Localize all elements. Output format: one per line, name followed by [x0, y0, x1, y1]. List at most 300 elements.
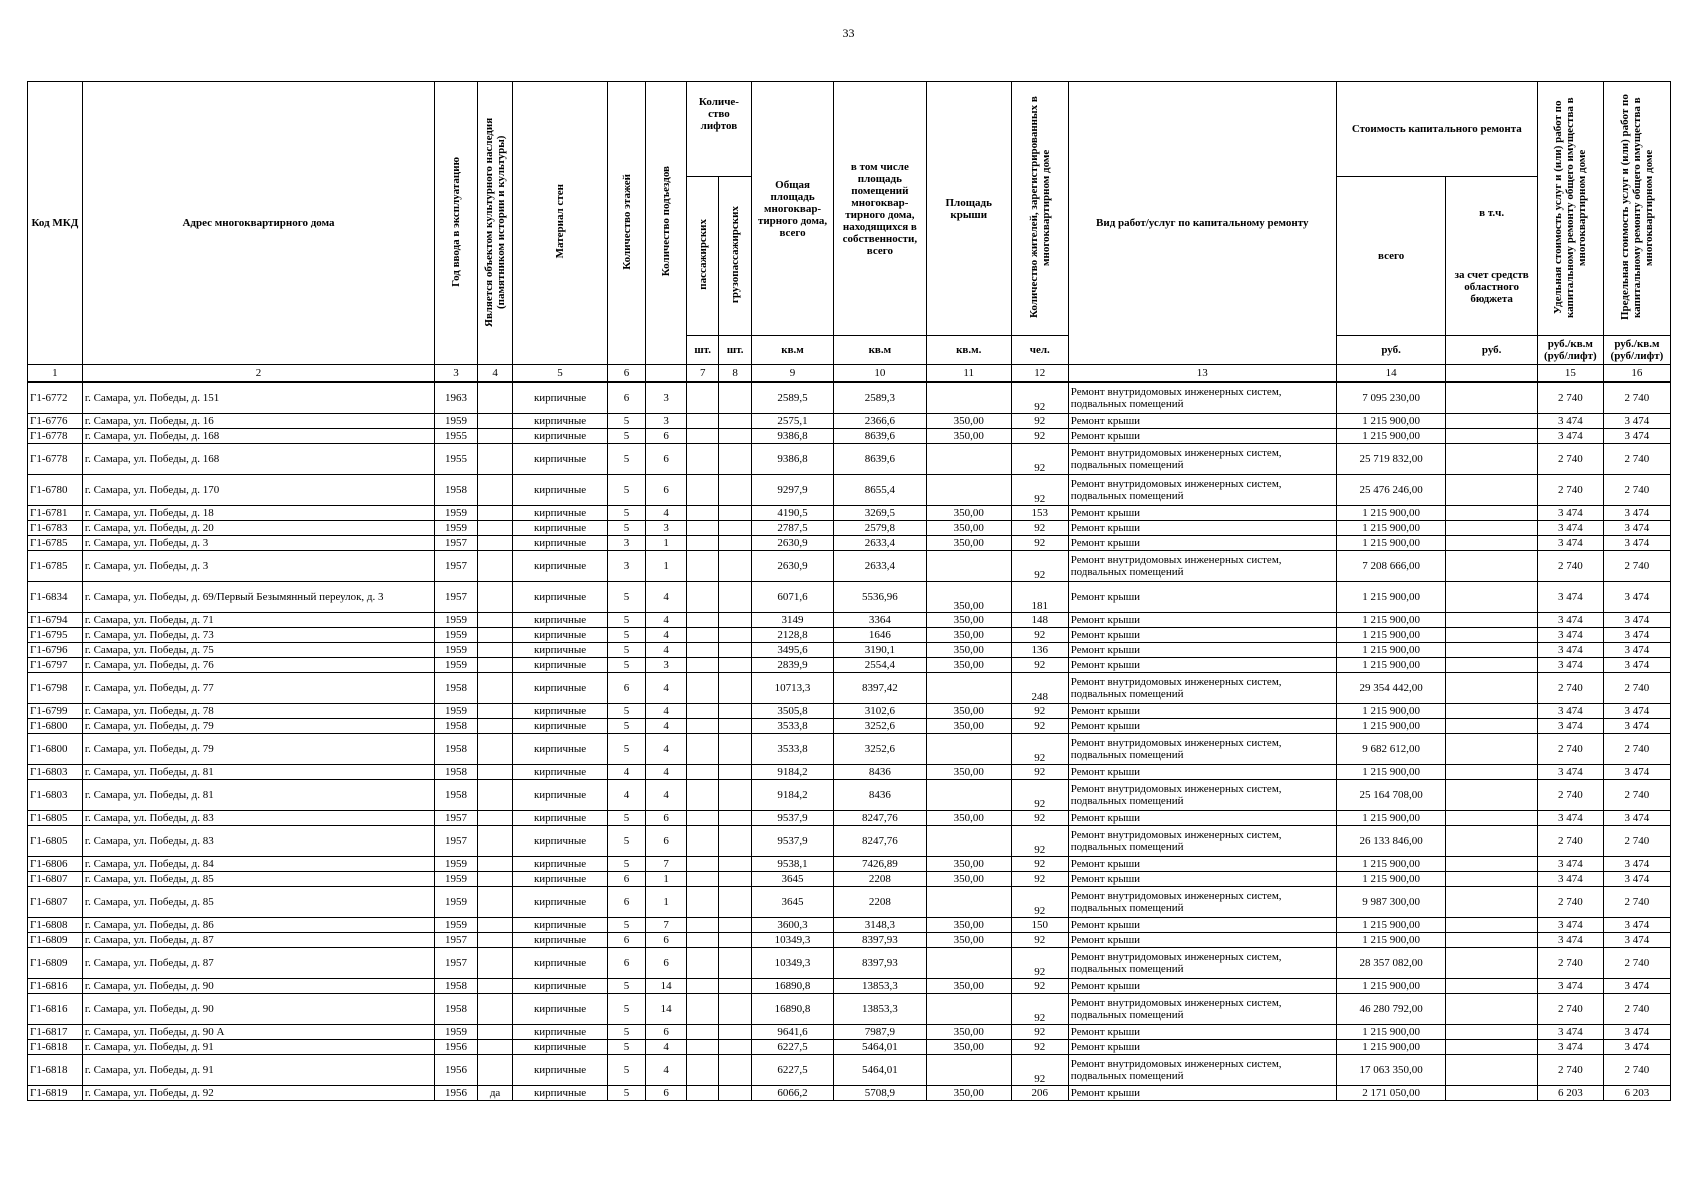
- cell-wall-material: кирпичные: [513, 521, 607, 536]
- cell-total-area: 10349,3: [751, 948, 833, 979]
- cell-residents: 148: [1011, 613, 1068, 628]
- unit-owned-area: кв.м: [834, 336, 926, 365]
- cell-unit-cost: 3 474: [1537, 521, 1603, 536]
- column-number: 14: [1336, 365, 1446, 383]
- cell-lifts-cargo: [719, 887, 751, 918]
- cell-lifts-cargo: [719, 811, 751, 826]
- cell-lifts-passenger: [686, 506, 718, 521]
- cell-code: Г1-6803: [28, 765, 83, 780]
- cell-year: 1959: [435, 506, 478, 521]
- table-row: [28, 429, 1671, 444]
- cell-heritage: [477, 826, 513, 857]
- cell-address: г. Самара, ул. Победы, д. 170: [82, 475, 434, 506]
- cell-cost-total: 1 215 900,00: [1336, 765, 1446, 780]
- cell-code: Г1-6819: [28, 1086, 83, 1101]
- cell-residents: 206: [1011, 1086, 1068, 1101]
- cell-lifts-cargo: [719, 613, 751, 628]
- cell-owned-area: 8247,76: [834, 826, 926, 857]
- cell-cost-total: 1 215 900,00: [1336, 719, 1446, 734]
- cell-max-cost: 2 740: [1603, 673, 1670, 704]
- cell-regional-budget: [1446, 551, 1537, 582]
- unit-roof-area: кв.м.: [926, 336, 1011, 365]
- cell-address: г. Самара, ул. Победы, д. 83: [82, 826, 434, 857]
- unit-residents: чел.: [1011, 336, 1068, 365]
- cell-lifts-passenger: [686, 673, 718, 704]
- cell-heritage: [477, 780, 513, 811]
- cell-entrances: 1: [646, 536, 687, 551]
- cell-heritage: [477, 673, 513, 704]
- cell-year: 1959: [435, 872, 478, 887]
- cell-total-area: 3533,8: [751, 719, 833, 734]
- cell-lifts-passenger: [686, 444, 718, 475]
- cell-lifts-cargo: [719, 643, 751, 658]
- cell-floors: 5: [607, 704, 646, 719]
- cell-unit-cost: 3 474: [1537, 414, 1603, 429]
- cell-regional-budget: [1446, 918, 1537, 933]
- cell-work-type: Ремонт крыши: [1068, 536, 1336, 551]
- cell-year: 1959: [435, 414, 478, 429]
- cell-wall-material: кирпичные: [513, 551, 607, 582]
- cell-address: г. Самара, ул. Победы, д. 20: [82, 521, 434, 536]
- cell-unit-cost: 3 474: [1537, 658, 1603, 673]
- cell-entrances: 4: [646, 582, 687, 613]
- cell-year: 1958: [435, 994, 478, 1025]
- cell-roof-area: 350,00: [926, 872, 1011, 887]
- cell-cost-total: 29 354 442,00: [1336, 673, 1446, 704]
- cell-work-type: Ремонт крыши: [1068, 933, 1336, 948]
- cell-residents: 92: [1011, 857, 1068, 872]
- cell-unit-cost: 3 474: [1537, 506, 1603, 521]
- cell-wall-material: кирпичные: [513, 658, 607, 673]
- cell-cost-total: 1 215 900,00: [1336, 506, 1446, 521]
- cell-max-cost: 2 740: [1603, 382, 1670, 414]
- column-number: 16: [1603, 365, 1670, 383]
- cell-regional-budget: [1446, 582, 1537, 613]
- cell-residents: 92: [1011, 933, 1068, 948]
- cell-lifts-cargo: [719, 673, 751, 704]
- cell-unit-cost: 2 740: [1537, 551, 1603, 582]
- cell-lifts-passenger: [686, 643, 718, 658]
- cell-address: г. Самара, ул. Победы, д. 73: [82, 628, 434, 643]
- cell-wall-material: кирпичные: [513, 826, 607, 857]
- cell-work-type: Ремонт крыши: [1068, 582, 1336, 613]
- cell-year: 1958: [435, 765, 478, 780]
- cell-floors: 4: [607, 765, 646, 780]
- cell-wall-material: кирпичные: [513, 414, 607, 429]
- cell-address: г. Самара, ул. Победы, д. 86: [82, 918, 434, 933]
- cell-floors: 5: [607, 658, 646, 673]
- cell-residents: 92: [1011, 475, 1068, 506]
- cell-heritage: [477, 643, 513, 658]
- cell-max-cost: 3 474: [1603, 1040, 1670, 1055]
- cell-lifts-passenger: [686, 719, 718, 734]
- capital-repair-register-table: [27, 81, 1671, 1101]
- cell-cost-total: 1 215 900,00: [1336, 658, 1446, 673]
- cell-residents: 92: [1011, 551, 1068, 582]
- table-row: [28, 704, 1671, 719]
- cell-max-cost: 3 474: [1603, 765, 1670, 780]
- cell-year: 1955: [435, 429, 478, 444]
- cell-roof-area: [926, 826, 1011, 857]
- cell-heritage: [477, 444, 513, 475]
- cell-code: Г1-6781: [28, 506, 83, 521]
- cell-owned-area: 3148,3: [834, 918, 926, 933]
- cell-floors: 6: [607, 887, 646, 918]
- cell-floors: 5: [607, 444, 646, 475]
- cell-owned-area: 8655,4: [834, 475, 926, 506]
- cell-roof-area: 350,00: [926, 918, 1011, 933]
- cell-year: 1959: [435, 887, 478, 918]
- cell-residents: 92: [1011, 536, 1068, 551]
- cell-year: 1958: [435, 780, 478, 811]
- cell-owned-area: 5464,01: [834, 1055, 926, 1086]
- column-number: 5: [513, 365, 607, 383]
- cell-roof-area: 350,00: [926, 521, 1011, 536]
- cell-lifts-passenger: [686, 979, 718, 994]
- cell-max-cost: 3 474: [1603, 414, 1670, 429]
- cell-owned-area: 5464,01: [834, 1040, 926, 1055]
- cell-lifts-cargo: [719, 551, 751, 582]
- cell-unit-cost: 3 474: [1537, 536, 1603, 551]
- cell-unit-cost: 6 203: [1537, 1086, 1603, 1101]
- cell-lifts-cargo: [719, 734, 751, 765]
- table-row: [28, 872, 1671, 887]
- header-wall-material: Материал стен: [513, 82, 607, 365]
- cell-work-type: Ремонт внутридомовых инженерных систем, подвальных помещений: [1068, 780, 1336, 811]
- cell-max-cost: 6 203: [1603, 1086, 1670, 1101]
- cell-regional-budget: [1446, 994, 1537, 1025]
- cell-max-cost: 3 474: [1603, 719, 1670, 734]
- cell-lifts-cargo: [719, 780, 751, 811]
- cell-lifts-cargo: [719, 979, 751, 994]
- cell-total-area: 9537,9: [751, 811, 833, 826]
- cell-total-area: 2630,9: [751, 536, 833, 551]
- cell-wall-material: кирпичные: [513, 719, 607, 734]
- cell-unit-cost: 2 740: [1537, 444, 1603, 475]
- cell-roof-area: 350,00: [926, 613, 1011, 628]
- cell-roof-area: [926, 444, 1011, 475]
- table-row: [28, 582, 1671, 613]
- header-max-cost: Предельная стоимость услуг и (или) работ по капитальному ремонту общего имущества в многоквартирном доме: [1603, 82, 1670, 336]
- cell-total-area: 2575,1: [751, 414, 833, 429]
- cell-address: г. Самара, ул. Победы, д. 79: [82, 734, 434, 765]
- cell-lifts-cargo: [719, 536, 751, 551]
- cell-wall-material: кирпичные: [513, 536, 607, 551]
- cell-unit-cost: 3 474: [1537, 918, 1603, 933]
- cell-heritage: да: [477, 1086, 513, 1101]
- header-incl: в т.ч.: [1479, 207, 1505, 219]
- cell-cost-total: 2 171 050,00: [1336, 1086, 1446, 1101]
- cell-heritage: [477, 857, 513, 872]
- cell-owned-area: 8397,42: [834, 673, 926, 704]
- cell-lifts-passenger: [686, 948, 718, 979]
- cell-work-type: Ремонт крыши: [1068, 704, 1336, 719]
- cell-cost-total: 9 987 300,00: [1336, 887, 1446, 918]
- cell-residents: 92: [1011, 444, 1068, 475]
- cell-cost-total: 1 215 900,00: [1336, 857, 1446, 872]
- cell-lifts-passenger: [686, 994, 718, 1025]
- cell-owned-area: 2579,8: [834, 521, 926, 536]
- cell-code: Г1-6808: [28, 918, 83, 933]
- cell-regional-budget: [1446, 521, 1537, 536]
- table-row: [28, 506, 1671, 521]
- cell-regional-budget: [1446, 1055, 1537, 1086]
- column-number: 9: [751, 365, 833, 383]
- cell-lifts-cargo: [719, 582, 751, 613]
- header-heritage: Является объектом культурного наследия (памятником истории и культуры): [477, 82, 513, 365]
- cell-roof-area: 350,00: [926, 1086, 1011, 1101]
- cell-unit-cost: 3 474: [1537, 765, 1603, 780]
- cell-heritage: [477, 811, 513, 826]
- table-row: [28, 734, 1671, 765]
- cell-year: 1957: [435, 948, 478, 979]
- column-number: 10: [834, 365, 926, 383]
- cell-owned-area: 8436: [834, 780, 926, 811]
- cell-year: 1957: [435, 826, 478, 857]
- cell-heritage: [477, 719, 513, 734]
- cell-wall-material: кирпичные: [513, 780, 607, 811]
- cell-entrances: 3: [646, 414, 687, 429]
- cell-cost-total: 7 208 666,00: [1336, 551, 1446, 582]
- cell-heritage: [477, 429, 513, 444]
- cell-floors: 5: [607, 582, 646, 613]
- cell-heritage: [477, 551, 513, 582]
- cell-wall-material: кирпичные: [513, 1086, 607, 1101]
- header-address: Адрес многоквартирного дома: [82, 82, 434, 365]
- cell-total-area: 16890,8: [751, 979, 833, 994]
- cell-floors: 5: [607, 857, 646, 872]
- header-code: Код МКД: [28, 82, 83, 365]
- cell-lifts-passenger: [686, 765, 718, 780]
- cell-owned-area: 3364: [834, 613, 926, 628]
- cell-cost-total: 1 215 900,00: [1336, 872, 1446, 887]
- column-number: 3: [435, 365, 478, 383]
- cell-owned-area: 8639,6: [834, 429, 926, 444]
- cell-entrances: 4: [646, 628, 687, 643]
- cell-code: Г1-6807: [28, 872, 83, 887]
- cell-cost-total: 1 215 900,00: [1336, 613, 1446, 628]
- cell-floors: 5: [607, 826, 646, 857]
- cell-address: г. Самара, ул. Победы, д. 3: [82, 536, 434, 551]
- cell-work-type: Ремонт внутридомовых инженерных систем, подвальных помещений: [1068, 475, 1336, 506]
- header-owned-area: в том числе площадь помещений многоквар-тирного дома, находящихся в собственности, всего: [834, 82, 926, 336]
- header-cost-total: всего: [1336, 177, 1446, 336]
- table-row: [28, 628, 1671, 643]
- cell-entrances: 3: [646, 382, 687, 414]
- cell-lifts-cargo: [719, 1086, 751, 1101]
- cell-lifts-cargo: [719, 948, 751, 979]
- cell-regional-budget: [1446, 658, 1537, 673]
- cell-owned-area: 3102,6: [834, 704, 926, 719]
- cell-heritage: [477, 872, 513, 887]
- cell-max-cost: 2 740: [1603, 475, 1670, 506]
- cell-work-type: Ремонт крыши: [1068, 857, 1336, 872]
- cell-address: г. Самара, ул. Победы, д. 81: [82, 765, 434, 780]
- cell-regional-budget: [1446, 475, 1537, 506]
- table-row: [28, 1055, 1671, 1086]
- table-row: [28, 887, 1671, 918]
- table-row: [28, 1086, 1671, 1101]
- cell-code: Г1-6800: [28, 734, 83, 765]
- cell-unit-cost: 3 474: [1537, 811, 1603, 826]
- cell-regional-budget: [1446, 704, 1537, 719]
- cell-cost-total: 1 215 900,00: [1336, 429, 1446, 444]
- cell-regional-budget: [1446, 948, 1537, 979]
- unit-regional: руб.: [1446, 336, 1537, 365]
- cell-total-area: 6066,2: [751, 1086, 833, 1101]
- cell-code: Г1-6816: [28, 994, 83, 1025]
- cell-heritage: [477, 521, 513, 536]
- cell-cost-total: 1 215 900,00: [1336, 628, 1446, 643]
- cell-code: Г1-6809: [28, 933, 83, 948]
- header-lifts: Количе-ство лифтов: [686, 82, 751, 177]
- cell-floors: 6: [607, 933, 646, 948]
- cell-max-cost: 3 474: [1603, 643, 1670, 658]
- cell-lifts-cargo: [719, 826, 751, 857]
- cell-cost-total: 1 215 900,00: [1336, 933, 1446, 948]
- header-regional-budget: [1446, 177, 1537, 336]
- cell-heritage: [477, 994, 513, 1025]
- cell-lifts-cargo: [719, 918, 751, 933]
- cell-year: 1959: [435, 704, 478, 719]
- cell-unit-cost: 3 474: [1537, 933, 1603, 948]
- cell-year: 1955: [435, 444, 478, 475]
- table-row: [28, 613, 1671, 628]
- cell-year: 1959: [435, 521, 478, 536]
- cell-regional-budget: [1446, 673, 1537, 704]
- table-row: [28, 765, 1671, 780]
- cell-work-type: Ремонт крыши: [1068, 613, 1336, 628]
- cell-max-cost: 2 740: [1603, 826, 1670, 857]
- cell-roof-area: 350,00: [926, 857, 1011, 872]
- cell-heritage: [477, 506, 513, 521]
- cell-lifts-cargo: [719, 414, 751, 429]
- cell-address: г. Самара, ул. Победы, д. 91: [82, 1055, 434, 1086]
- cell-residents: 92: [1011, 719, 1068, 734]
- cell-roof-area: [926, 475, 1011, 506]
- cell-work-type: Ремонт крыши: [1068, 979, 1336, 994]
- cell-residents: 92: [1011, 628, 1068, 643]
- cell-floors: 5: [607, 1055, 646, 1086]
- cell-regional-budget: [1446, 1025, 1537, 1040]
- cell-lifts-passenger: [686, 658, 718, 673]
- cell-owned-area: 3252,6: [834, 734, 926, 765]
- cell-regional-budget: [1446, 382, 1537, 414]
- cell-year: 1959: [435, 658, 478, 673]
- cell-total-area: 2787,5: [751, 521, 833, 536]
- cell-cost-total: 1 215 900,00: [1336, 979, 1446, 994]
- cell-cost-total: 1 215 900,00: [1336, 536, 1446, 551]
- cell-floors: 6: [607, 673, 646, 704]
- cell-regional-budget: [1446, 872, 1537, 887]
- cell-wall-material: кирпичные: [513, 506, 607, 521]
- cell-owned-area: 8397,93: [834, 948, 926, 979]
- cell-entrances: 14: [646, 979, 687, 994]
- cell-wall-material: кирпичные: [513, 475, 607, 506]
- cell-residents: 92: [1011, 704, 1068, 719]
- cell-unit-cost: 3 474: [1537, 1040, 1603, 1055]
- cell-max-cost: 3 474: [1603, 918, 1670, 933]
- cell-owned-area: 2633,4: [834, 551, 926, 582]
- cell-total-area: 2589,5: [751, 382, 833, 414]
- cell-year: 1957: [435, 582, 478, 613]
- cell-residents: 92: [1011, 414, 1068, 429]
- cell-wall-material: кирпичные: [513, 673, 607, 704]
- cell-lifts-passenger: [686, 582, 718, 613]
- cell-unit-cost: 3 474: [1537, 1025, 1603, 1040]
- cell-heritage: [477, 734, 513, 765]
- cell-roof-area: 350,00: [926, 536, 1011, 551]
- cell-address: г. Самара, ул. Победы, д. 90: [82, 994, 434, 1025]
- cell-regional-budget: [1446, 826, 1537, 857]
- cell-max-cost: 3 474: [1603, 933, 1670, 948]
- cell-owned-area: 7426,89: [834, 857, 926, 872]
- cell-entrances: 4: [646, 506, 687, 521]
- table-row: [28, 673, 1671, 704]
- cell-lifts-passenger: [686, 780, 718, 811]
- cell-lifts-cargo: [719, 994, 751, 1025]
- table-row: [28, 933, 1671, 948]
- cell-regional-budget: [1446, 857, 1537, 872]
- page-number: 33: [842, 26, 855, 40]
- cell-lifts-passenger: [686, 872, 718, 887]
- cell-wall-material: кирпичные: [513, 1055, 607, 1086]
- cell-entrances: 4: [646, 673, 687, 704]
- cell-max-cost: 2 740: [1603, 551, 1670, 582]
- cell-year: 1957: [435, 811, 478, 826]
- cell-year: 1958: [435, 475, 478, 506]
- table-row: [28, 444, 1671, 475]
- unit-total-area: кв.м: [751, 336, 833, 365]
- cell-address: г. Самара, ул. Победы, д. 87: [82, 933, 434, 948]
- cell-work-type: Ремонт крыши: [1068, 872, 1336, 887]
- cell-roof-area: [926, 673, 1011, 704]
- table-row: [28, 658, 1671, 673]
- table-row: [28, 719, 1671, 734]
- cell-roof-area: [926, 382, 1011, 414]
- cell-floors: 5: [607, 613, 646, 628]
- cell-regional-budget: [1446, 643, 1537, 658]
- cell-regional-budget: [1446, 811, 1537, 826]
- cell-lifts-cargo: [719, 658, 751, 673]
- cell-heritage: [477, 613, 513, 628]
- cell-heritage: [477, 887, 513, 918]
- cell-wall-material: кирпичные: [513, 994, 607, 1025]
- cell-code: Г1-6817: [28, 1025, 83, 1040]
- cell-heritage: [477, 704, 513, 719]
- cell-max-cost: 3 474: [1603, 613, 1670, 628]
- cell-owned-area: 5708,9: [834, 1086, 926, 1101]
- cell-work-type: Ремонт крыши: [1068, 643, 1336, 658]
- cell-entrances: 6: [646, 933, 687, 948]
- cell-heritage: [477, 382, 513, 414]
- table-row: [28, 475, 1671, 506]
- cell-address: г. Самара, ул. Победы, д. 76: [82, 658, 434, 673]
- cell-work-type: Ремонт крыши: [1068, 506, 1336, 521]
- cell-total-area: 3495,6: [751, 643, 833, 658]
- header-year: Год ввода в эксплуатацию: [435, 82, 478, 365]
- cell-entrances: 4: [646, 643, 687, 658]
- cell-regional-budget: [1446, 628, 1537, 643]
- cell-code: Г1-6809: [28, 948, 83, 979]
- cell-wall-material: кирпичные: [513, 643, 607, 658]
- cell-floors: 5: [607, 811, 646, 826]
- cell-code: Г1-6805: [28, 811, 83, 826]
- header-regional-label: за счет средств областного бюджета: [1454, 269, 1529, 305]
- cell-floors: 6: [607, 948, 646, 979]
- cell-heritage: [477, 582, 513, 613]
- header-total-area: Общая площадь многоквар-тирного дома, всего: [751, 82, 833, 336]
